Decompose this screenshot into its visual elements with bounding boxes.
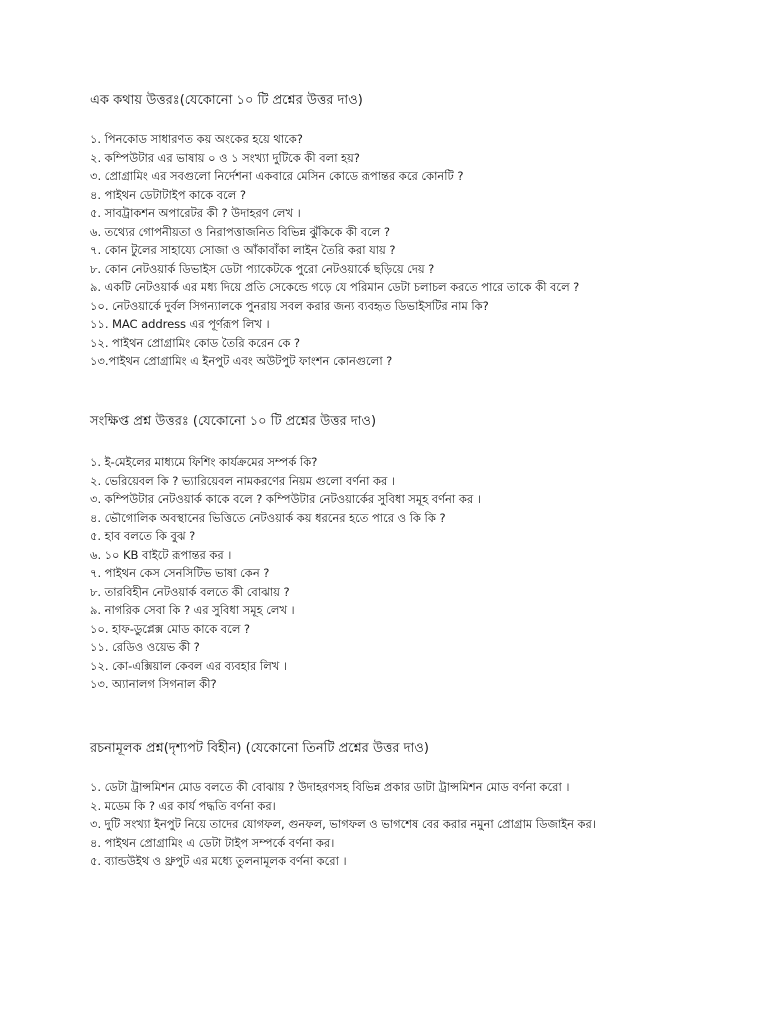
question-item: ১১. রেডিও ওয়েভ কী ? [90, 640, 200, 654]
section-heading: এক কথায় উত্তরঃ(যেকোনো ১০ টি প্রশ্নের উত্তর দাও) [90, 93, 363, 108]
question-item: ৫. ব্যান্ডউইথ ও থ্রুপুট এর মধ্যে তুলনামূলক বর্ণনা করো । [90, 854, 347, 868]
question-item: ১. ই-মেইলের মাধ্যমে ফিশিং কার্যক্রমের সম্পর্ক কি? [90, 455, 318, 469]
question-list [90, 130, 760, 371]
question-item: ১১. MAC address এর পূর্ণরূপ লিখ । [90, 317, 270, 331]
question-item: ৬. তথ্যের গোপনীয়তা ও নিরাপত্তাজনিত বিভিন্ন ঝুঁকিকে কী বলে ? [90, 224, 390, 239]
question-item: ৫. হাব বলতে কি বুঝ ? [90, 529, 196, 543]
question-item: ৯. নাগরিক সেবা কি ? এর সুবিধা সমূহ লেখ । [90, 603, 295, 617]
question-item: ১৩. অ্যানালগ সিগনাল কী? [90, 677, 217, 691]
question-item: ১. ডেটা ট্রান্সমিশন মোড বলতে কী বোঝায় ? উদাহরণসহ বিভিন্ন প্রকার ডাটা ট্রান্সমিশন মোড বর্ণনা করো । [90, 780, 570, 794]
question-item: ৮. তারবিহীন নেটওয়ার্ক বলতে কী বোঝায় ? [90, 584, 290, 599]
question-item: ৪. পাইথন প্রোগ্রামিং এ ডেটা টাইপ সম্পর্কে বর্ণনা কর। [90, 835, 335, 850]
question-item: ১. পিনকোড সাধারণত কয় অংকের হয়ে থাকে? [90, 132, 303, 146]
question-item: ২. কম্পিউটার এর ভাষায় ০ ও ১ সংখ্যা দুটিকে কী বলা হয়? [90, 150, 360, 165]
question-item: ১২. কো-এক্সিয়াল কেবল এর ব্যবহার লিখ । [90, 658, 287, 673]
question-item: ৯. একটি নেটওয়ার্ক এর মধ্য দিয়ে প্রতি সেকেন্ডে গড়ে যে পরিমান ডেটা চলাচল করতে পারে তাকে কী বলে ? [90, 280, 580, 294]
question-list [90, 453, 760, 694]
question-item: ৫. সাবট্রাকশন অপারেটর কী ? উদাহরণ লেখ । [90, 206, 301, 220]
question-item: ৩. কম্পিউটার নেটওয়ার্ক কাকে বলে ? কম্পিউটার নেটওয়ার্কের সুবিধা সমূহ বর্ণনা কর । [90, 492, 481, 506]
question-item: ৭. পাইথন কেস সেনসিটিভ ভাষা কেন ? [90, 566, 270, 580]
question-item: ৪. ভৌগোলিক অবস্থানের ভিত্তিতে নেটওয়ার্ক কয় ধরনের হতে পারে ও কি কি ? [90, 510, 446, 525]
section-heading: সংক্ষিপ্ত প্রশ্ন উত্তরঃ (যেকোনো ১০ টি প্রশ্নের উত্তর দাও) [90, 414, 377, 429]
question-item: ১০. নেটওয়ার্কে দুর্বল সিগন্যালকে পুনরায় সবল করার জন্য ব্যবহৃত ডিভাইসটির নাম কি? [90, 298, 489, 313]
section-heading: রচনামূলক প্রশ্ন(দৃশ্যপট বিহীন) (যেকোনো তিনটি প্রশ্নের উত্তর দাও) [90, 741, 429, 756]
essay-question-section [90, 740, 760, 871]
question-item: ৭. কোন টুলের সাহায্যে সোজা ও আঁকাবাঁকা লাইন তৈরি করা যায় ? [90, 243, 396, 257]
question-item: ৩. দুটি সংখ্যা ইনপুট নিয়ে তাদের যোগফল, গুনফল, ভাগফল ও ভাগশেষ বের করার নমুনা প্রোগ্রাম ডিজাইন কর। [90, 817, 596, 831]
question-list [90, 778, 760, 871]
question-item: ৬. ১০ KB বাইটে রূপান্তর কর । [90, 547, 232, 562]
question-item: ৮. কোন নেটওয়ার্ক ডিভাইস ডেটা প্যাকেটকে পুরো নেটওয়ার্কে ছড়িয়ে দেয় ? [90, 261, 435, 276]
one-word-answer-section [90, 92, 760, 371]
question-item: ৩. প্রোগ্রামিং এর সবগুলো নির্দেশনা একবারে মেসিন কোডে রূপান্তর করে কোনটি ? [90, 169, 464, 183]
question-item: ২. মডেম কি ? এর কার্য পদ্ধতি বর্ণনা কর। [90, 798, 276, 813]
question-item: ৪. পাইথন ডেটাটাইপ কাকে বলে ? [90, 187, 246, 202]
question-item: ২. ভেরিয়েবল কি ? ভ্যারিয়েবল নামকরণের নিয়ম গুলো বর্ণনা কর । [90, 473, 395, 488]
question-item: ১৩.পাইথন প্রোগ্রামিং এ ইনপুট এবং অউটপুট ফাংশন কোনগুলো ? [90, 354, 393, 368]
short-answer-section [90, 413, 760, 694]
question-item: ১০. হাফ-ডুপ্লেক্স মোড কাকে বলে ? [90, 621, 250, 636]
question-item: ১২. পাইথন প্রোগ্রামিং কোড তৈরি করেন কে ? [90, 335, 300, 350]
